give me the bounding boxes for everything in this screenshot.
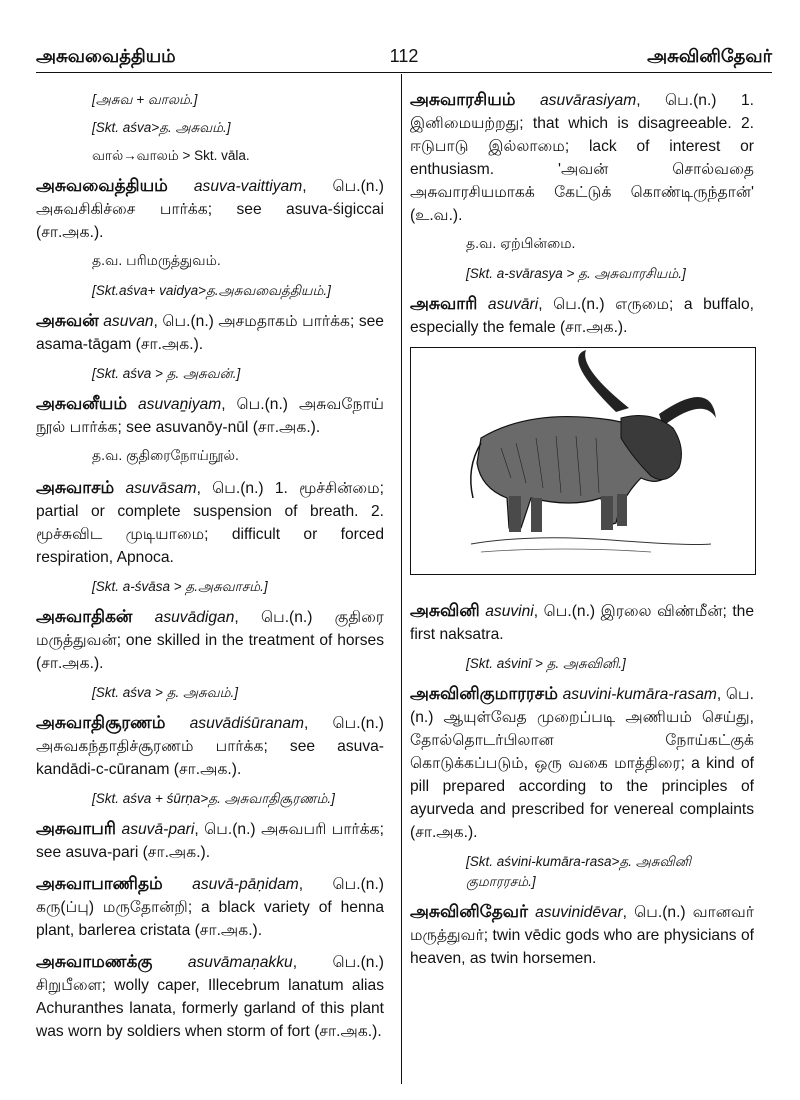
dictionary-entry bbox=[36, 817, 384, 864]
transliteration: asuvinidēvar bbox=[535, 904, 623, 921]
headword: அசுவாரசியம் bbox=[410, 90, 516, 109]
definition: , பெ.(n.) அசமதாகம் பார்க்க; see asama-tāgam (சா.அக.). bbox=[36, 313, 384, 353]
transliteration: asuvā-pari bbox=[121, 821, 195, 838]
definition: , பெ.(n.) அசுவபரி பார்க்க; see asuva-pari (சா.அக.). bbox=[36, 821, 384, 861]
ground-line bbox=[481, 549, 651, 552]
headword: அசுவாதிசூரணம் bbox=[36, 713, 166, 732]
transliteration: asuvā-pāṇidam bbox=[192, 876, 299, 893]
definition: , பெ.(n.) இரலை விண்மீன்; the first naksatra. bbox=[410, 603, 755, 643]
etymology-note: [Skt. aśva > த. அசுவம்.] bbox=[92, 685, 239, 700]
etymology-note: [Skt. aśva > த. அசுவன்.] bbox=[92, 366, 241, 381]
etymology-note: வால்→வாலம் > Skt. vāla. bbox=[92, 148, 250, 163]
tamil-equivalent: த.வ. ஏற்பின்மை. bbox=[466, 235, 576, 251]
transliteration: asuva-vaittiyam bbox=[193, 178, 303, 195]
etymology-note: [Skt. aśvinī > த. அசுவினி.] bbox=[466, 656, 626, 671]
dictionary-entry bbox=[36, 872, 384, 942]
buffalo-leg bbox=[531, 498, 542, 532]
headword: அசுவினிகுமாரரசம் bbox=[410, 684, 558, 703]
page-number: 112 bbox=[389, 46, 419, 66]
etymology-note: [Skt. aśvini-kumāra-rasa>த. அசுவினி குமாரரசம்.] bbox=[466, 854, 692, 889]
dictionary-entry bbox=[410, 599, 754, 646]
headword: அசுவினிதேவர் bbox=[410, 902, 528, 921]
dictionary-entry bbox=[410, 900, 754, 970]
headword: அசுவாசம் bbox=[36, 478, 115, 497]
definition: , பெ.(n.) வானவர் மருத்துவர்; twin vēdic gods who are physicians of heaven, as twin horsemen. bbox=[410, 904, 754, 967]
definition: , பெ.(n.) 1. இனிமையற்றது; that which is disagreeable. 2. ஈடுபாடு இல்லாமை; lack of interest or enthusiasm. 'அவன் சொல்வதை அசுவாரசியமாகக் கேட்டுக் கொண்டிருந்தான்' (உ.வ.). bbox=[410, 92, 754, 224]
etymology-note: [அசுவ + வாலம்.] bbox=[92, 92, 198, 107]
right-horn bbox=[659, 397, 716, 426]
left-horn bbox=[578, 350, 629, 412]
dictionary-entry bbox=[410, 292, 754, 339]
dictionary-entry bbox=[36, 476, 384, 569]
definition: , பெ.(n.) எருமை; a buffalo, especially the female (சா.அக.). bbox=[410, 296, 754, 336]
header-rule bbox=[36, 72, 772, 73]
transliteration: asuvāmaṇakku bbox=[187, 954, 293, 971]
header-left-guide-word: அசுவவைத்தியம் bbox=[36, 46, 176, 66]
definition: , பெ.(n.) குதிரை மருத்துவன்; one skilled in the treatment of horses (சா.அக.). bbox=[36, 609, 384, 672]
definition: , பெ.(n.) அசுவநோய் நூல் பார்க்க; see asuvanōy-nūl (சா.அக.). bbox=[36, 396, 384, 436]
etymology-note: [Skt. aśva + śūrṇa>த. அசுவாதிசூரணம்.] bbox=[92, 791, 335, 806]
transliteration: asuvan bbox=[103, 313, 154, 330]
headword: அசுவவைத்தியம் bbox=[36, 176, 168, 195]
headword: அசுவாபாணிதம் bbox=[36, 874, 163, 893]
etymology-note: [Skt.aśva+ vaidya>த.அசுவவைத்தியம்.] bbox=[92, 283, 331, 298]
definition: , பெ.(n.) கரு(ப்பு) மருதோன்றி; a black variety of henna plant, barlerea cristata (சா.அக.). bbox=[36, 876, 384, 939]
dictionary-entry bbox=[410, 682, 754, 844]
definition: , பெ.(n.) அசுவகந்தாதிச்சூரணம் பார்க்க; see asuva-kandādi-c-cūranam (சா.அக.). bbox=[36, 715, 384, 778]
buffalo-leg bbox=[509, 496, 521, 532]
headword: அசுவன் bbox=[36, 311, 99, 330]
buffalo-drawing bbox=[411, 348, 755, 574]
headword: அசுவாதிகன் bbox=[36, 607, 133, 626]
headword: அசுவாமணக்கு bbox=[36, 952, 153, 971]
ground-line bbox=[471, 538, 711, 545]
dictionary-entry bbox=[36, 605, 384, 675]
transliteration: asuvādiśūranam bbox=[189, 715, 305, 732]
column-divider bbox=[401, 74, 402, 1084]
left-column bbox=[36, 88, 384, 1051]
dictionary-entry bbox=[36, 950, 384, 1043]
transliteration: asuvārasiyam bbox=[540, 92, 637, 109]
dictionary-entry bbox=[36, 174, 384, 244]
headword: அசுவாபரி bbox=[36, 819, 117, 838]
transliteration: asuvini bbox=[485, 603, 534, 620]
transliteration: asuvaṉiyam bbox=[137, 396, 222, 413]
header-right-guide-word: அசுவினிதேவர் bbox=[647, 46, 772, 66]
transliteration: asuvādigan bbox=[154, 609, 235, 626]
transliteration: asuvini-kumāra-rasam bbox=[562, 686, 717, 703]
buffalo-leg bbox=[601, 496, 613, 530]
transliteration: asuvāsam bbox=[125, 480, 197, 497]
dictionary-entry bbox=[410, 88, 754, 227]
tamil-equivalent: த.வ. பரிமருத்துவம். bbox=[92, 252, 221, 268]
headword: அசுவனீயம் bbox=[36, 394, 127, 413]
headword: அசுவாரி bbox=[410, 294, 478, 313]
dictionary-entry bbox=[36, 309, 384, 356]
etymology-note: [Skt. a-svārasya > த. அசுவாரசியம்.] bbox=[466, 266, 686, 281]
right-column bbox=[410, 88, 754, 978]
headword: அசுவினி bbox=[410, 601, 480, 620]
buffalo-leg bbox=[617, 494, 627, 526]
transliteration: asuvāri bbox=[487, 296, 539, 313]
etymology-note: [Skt. a-śvāsa > த.அசுவாசம்.] bbox=[92, 579, 268, 594]
etymology-note: [Skt. aśva>த. அசுவம்.] bbox=[92, 120, 231, 135]
buffalo-illustration bbox=[410, 347, 756, 575]
dictionary-entry bbox=[36, 711, 384, 781]
definition: , பெ.(n.) ஆயுள்வேத முறைப்படி அணியம் செய்து, தோல்தொடர்பிலான நோய்கட்குக் கொடுக்கப்படும், ஒரு வகை மாத்திரை; a kind of pill prepared according to the principles of ayurveda and prescribed for venereal complaints (சா.அக.). bbox=[410, 686, 754, 841]
page-header bbox=[36, 46, 772, 72]
definition: , பெ.(n.) சிறுபீளை; wolly caper, Illecebrum lanatum alias Achuranthes lanata, formerly garland of this plant was worn by soldiers when storm of fort (சா.அக.). bbox=[36, 954, 384, 1040]
definition: , பெ.(n.) 1. மூச்சின்மை; partial or complete suspension of breath. 2. மூச்சுவிட முடியாமை; difficult or forced respiration, Apnoca. bbox=[36, 480, 384, 566]
definition: , பெ.(n.) அசுவசிகிச்சை பார்க்க; see asuva-śigiccai (சா.அக.). bbox=[36, 178, 384, 241]
tamil-equivalent: த.வ. குதிரைநோய்நூல். bbox=[92, 447, 239, 463]
dictionary-entry bbox=[36, 392, 384, 439]
